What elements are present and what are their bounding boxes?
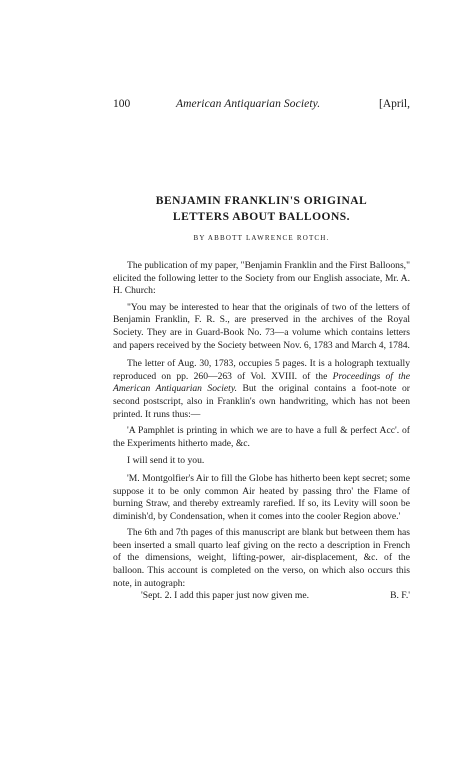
journal-title: American Antiquarian Society. (176, 98, 321, 110)
article-byline: BY ABBOTT LAWRENCE ROTCH. (193, 234, 330, 242)
article-title (113, 193, 410, 225)
paragraph-aug-30-letter (113, 358, 410, 421)
proceedings-title: Proceedings of the American Antiquarian Society. (113, 370, 410, 395)
paragraph-pamphlet: 'A Pamphlet is printing in which we are to have a full & perfect Acc'. of the Experiments hitherto made, &c. (113, 425, 410, 449)
paragraph-aug-30-text-b: But the original contains a foot-note or second postscript, also in Franklin's own handwriting, which has not been printed. It runs thus:— (113, 383, 410, 420)
paragraph-aug-30-text-a: The letter of Aug. 30, 1783, occupies 5 pages. It is a holograph textually reproduced on pp. 260—263 of Vol. XVIII. of the (113, 358, 410, 382)
running-head (113, 96, 410, 112)
article-title-line-1: BENJAMIN FRANKLIN'S ORIGINAL (155, 195, 368, 207)
article-body (113, 260, 410, 603)
paragraph-send: I will send it to you. (127, 455, 205, 467)
paragraph-montgolfier: 'M. Montgolfier's Air to fill the Globe has hitherto been kept secret; some suppose it to be only common Air heated by passing thro' the Flame of burning Straw, and thereby extreamly rarefied. If so, its Levity will soon be diminish'd, by Condensation, when it comes into the cooler Region above.' (113, 472, 410, 522)
paragraph-church-letter: "You may be interested to hear that the originals of two of the letters of Benjamin Franklin, F. R. S., are preserved in the archives of the Royal Society. They are in Guard-Book No. 73—a volume which contains letters and papers received by the Society between Nov. 6, 1783 and March 4, 1784. (113, 301, 410, 351)
signoff-note: 'Sept. 2. I add this paper just now given me. (141, 590, 309, 602)
running-head-month: [April, (379, 98, 410, 110)
page-number: 100 (113, 98, 131, 110)
article-title-line-2: LETTERS ABOUT BALLOONS. (172, 211, 351, 223)
book-page (113, 96, 410, 603)
signoff-initials: B. F.' (390, 590, 410, 602)
paragraph-manuscript-pages: The 6th and 7th pages of this manuscript are blank but between them has been inserted a small quarto leaf giving on the recto a description in French of the dimensions, weight, lifting-power, air-displacement, &c. of the balloon. This account is completed on the verso, on which also occurs this note, in autograph: (113, 527, 410, 589)
paragraph-intro: The publication of my paper, "Benjamin Franklin and the First Balloons," elicited the following letter to the Society from our English associate, Mr. A. H. Church: (113, 260, 410, 297)
signoff-line (113, 590, 410, 603)
